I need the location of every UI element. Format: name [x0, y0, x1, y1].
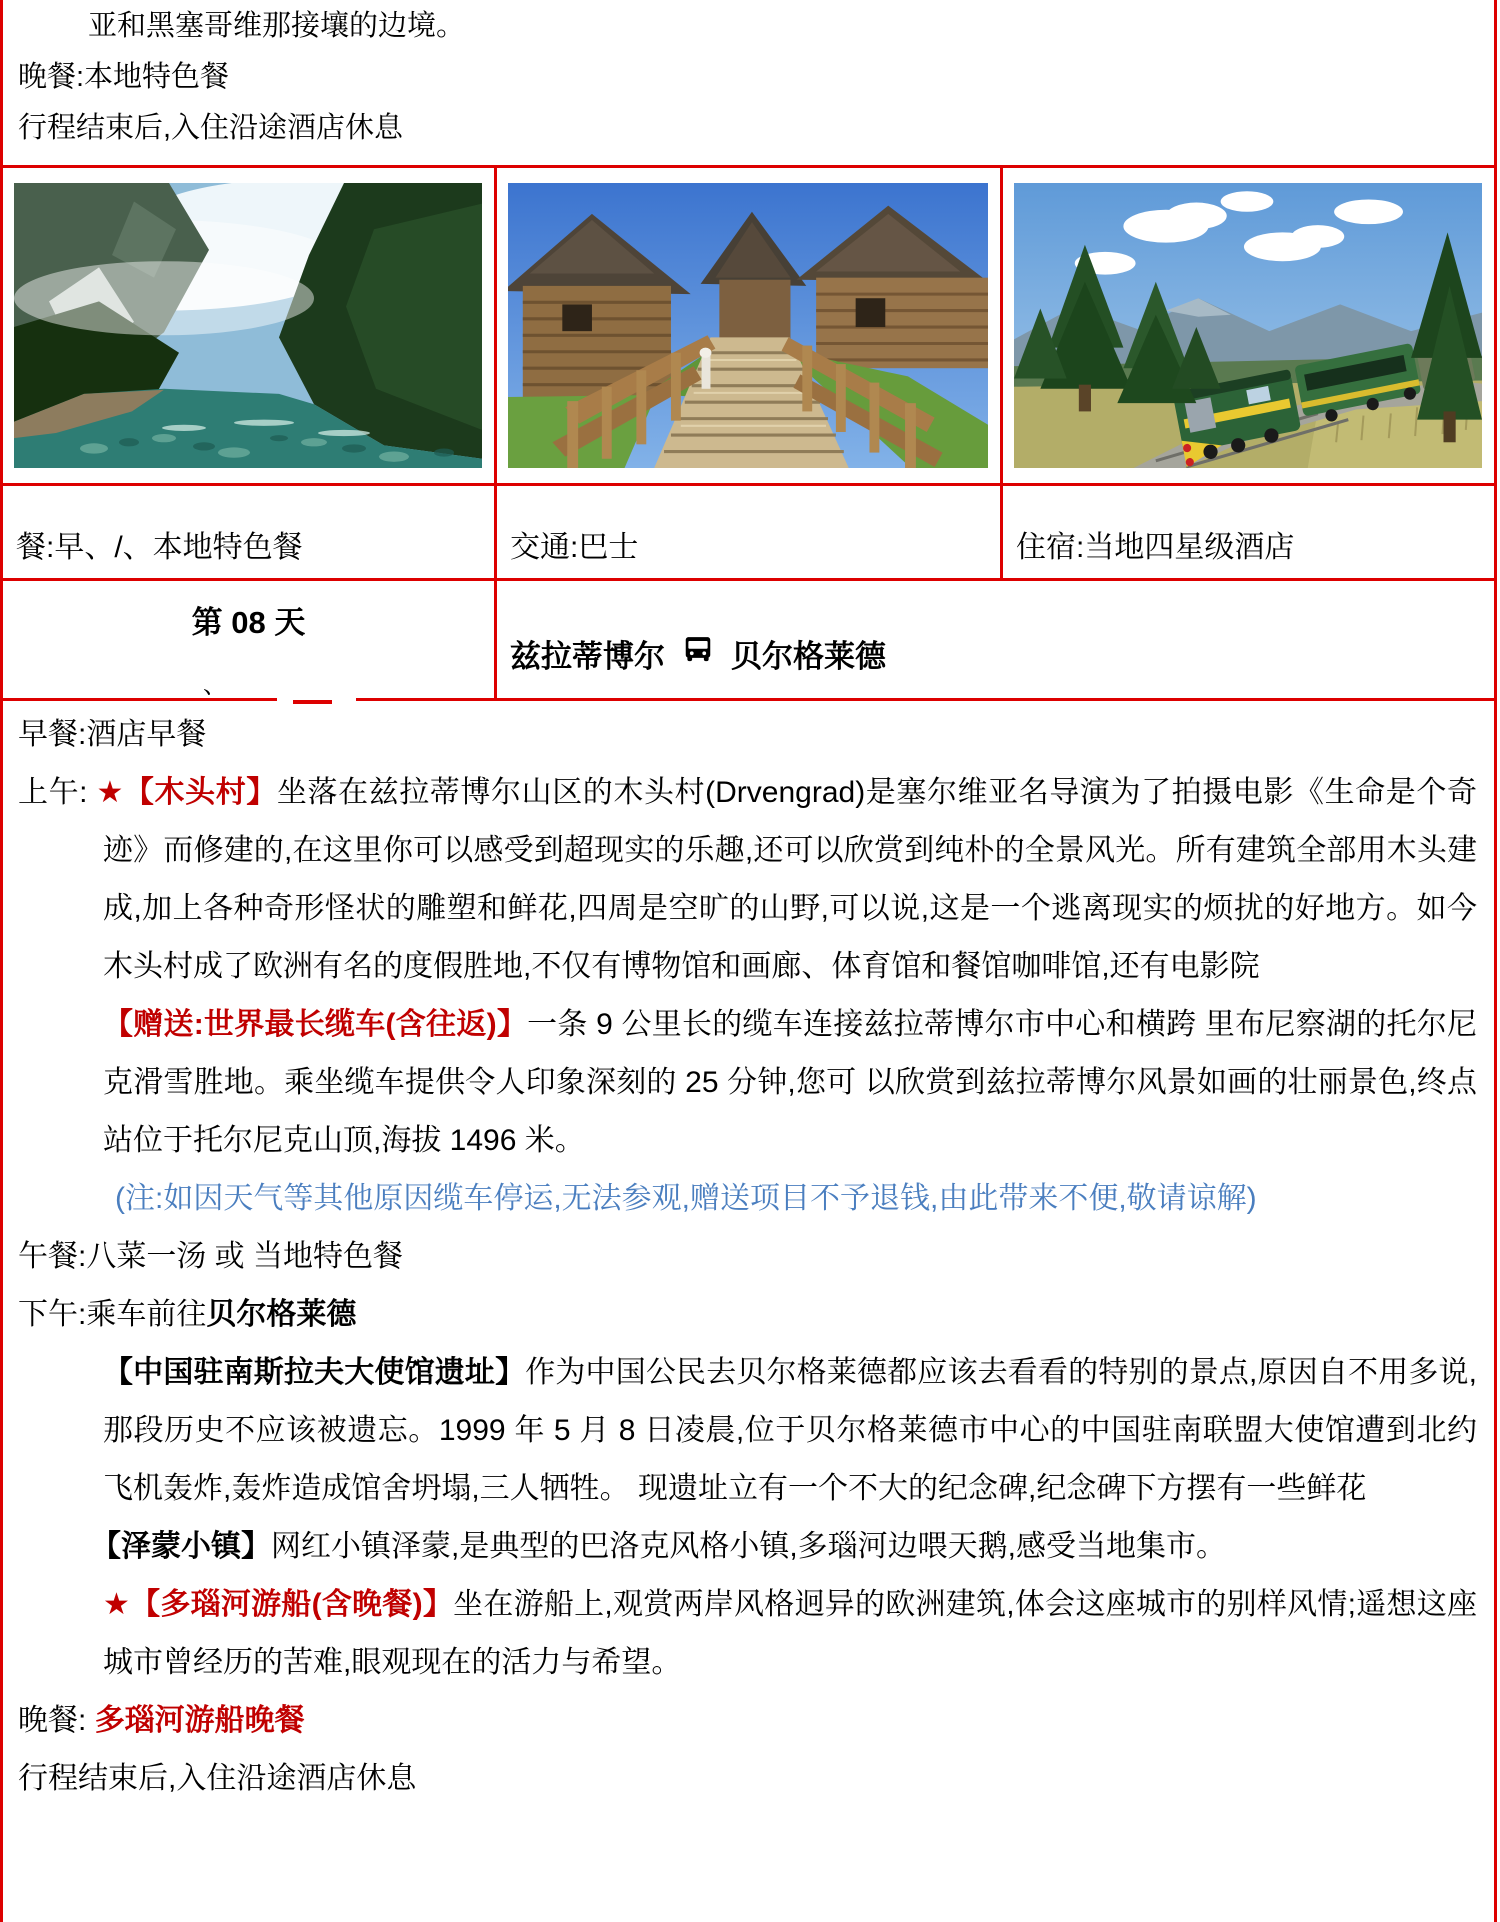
cable-car-note: (注:如因天气等其他原因缆车停运,无法参观,赠送项目不予退钱,由此带来不便,敬请谅解): [115, 1182, 1257, 1215]
hotel-cell: 住宿:当地四星级酒店: [1016, 531, 1295, 564]
day-number-cell: [3, 581, 497, 698]
previous-day-end-line: 行程结束后,入住沿途酒店休息: [18, 112, 404, 144]
previous-day-section: [3, 0, 1494, 168]
bus-icon: [683, 634, 713, 664]
embassy-paragraph: [18, 1344, 1477, 1518]
river-canyon-photo: [14, 183, 482, 468]
afternoon-text: 乘车前往: [86, 1298, 207, 1331]
cable-car-gift-text: 一条 9 公里长的缆车连接兹拉蒂博尔市中心和横跨 里布尼察湖的托尔尼克滑雪胜地。乘坐缆车提供令人印象深刻的 25 分钟,您可 以欣赏到兹拉蒂博尔风景如画的壮丽景色,终点站位于托尔尼克山顶,海拔 1496 米。: [103, 1008, 1477, 1157]
route-from: 兹拉蒂博尔: [510, 639, 665, 674]
day-info-row: [3, 486, 1494, 581]
afternoon-destination: 贝尔格莱德: [206, 1298, 357, 1331]
morning-text: 坐落在兹拉蒂博尔山区的木头村(Drvengrad)是塞尔维亚名导演为了拍摄电影《生命是个奇迹》而修建的,在这里你可以感受到超现实的乐趣,还可以欣赏到纯朴的全景风光。所有建筑全部用木头建成,加上各种奇形怪状的雕塑和鲜花,四周是空旷的山野,可以说,这是一个逃离现实的烦扰的好地方。如今木头村成了欧洲有名的度假胜地,不仅有博物馆和画廊、体育馆和餐馆咖啡馆,还有电影院: [103, 776, 1477, 983]
morning-label: 上午:: [18, 776, 88, 809]
stray-mark: 、: [203, 672, 227, 699]
day-number: 第 08 天: [191, 605, 306, 640]
afternoon-label: 下午:: [18, 1298, 87, 1331]
route-to: 贝尔格莱德: [731, 639, 886, 674]
wooden-village-photo: [508, 183, 988, 468]
day-header-row: [3, 581, 1494, 701]
cruise-highlight: ★【多瑙河游船(含晚餐)】: [103, 1588, 454, 1621]
zemun-text: 网红小镇泽蒙,是典型的巴洛克风格小镇,多瑙河边喂天鹅,感受当地集市。: [271, 1530, 1227, 1563]
cable-car-gift-paragraph: [18, 996, 1477, 1170]
zemun-paragraph: [18, 1518, 1477, 1576]
dinner-label: 晚餐:: [18, 1704, 87, 1737]
transport-cell: 交通:巴士: [497, 486, 1003, 578]
photo-cell-1: [3, 168, 497, 483]
photo-strip: [3, 168, 1494, 486]
embassy-highlight: 【中国驻南斯拉夫大使馆遗址】: [103, 1356, 526, 1389]
itinerary-body: [3, 701, 1494, 1808]
end-of-day-line: 行程结束后,入住沿途酒店休息: [18, 1762, 417, 1795]
previous-day-continued-text: 亚和黑塞哥维那接壤的边境。: [88, 10, 466, 42]
lunch-line: 午餐:八菜一汤 或 当地特色餐: [18, 1240, 404, 1273]
breakfast-line: 早餐:酒店早餐: [18, 718, 207, 751]
route-title-cell: [497, 581, 1494, 698]
photo-cell-3: [1003, 168, 1494, 483]
morning-paragraph: [18, 764, 1477, 996]
cruise-text: 坐在游船上,观赏两岸风格迥异的欧洲建筑,体会这座城市的别样风情;遥想这座城市曾经历的苦难,眼观现在的活力与希望。: [103, 1588, 1477, 1679]
afternoon-paragraph: [18, 1286, 1477, 1344]
dinner-line: [18, 1692, 1477, 1750]
meals-cell: 餐:早、/、本地特色餐: [3, 486, 497, 578]
cruise-paragraph: [18, 1576, 1477, 1692]
photo-cell-2: [497, 168, 1003, 483]
mountain-train-photo: [1014, 183, 1482, 468]
zemun-highlight: 【泽蒙小镇】: [91, 1530, 271, 1563]
previous-day-dinner-line: 晚餐:本地特色餐: [18, 61, 230, 93]
embassy-text: 作为中国公民去贝尔格莱德都应该去看看的特别的景点,原因自不用多说,那段历史不应该被遗忘。1999 年 5 月 8 日凌晨,位于贝尔格莱德市中心的中国驻南联盟大使馆遭到北约飞机轰炸,轰炸造成馆舍坍塌,三人牺牲。 现遗址立有一个不大的纪念碑,纪念碑下方摆有一些鲜花: [103, 1356, 1478, 1505]
cable-car-gift-highlight: 【赠送:世界最长缆车(含往返)】: [103, 1008, 528, 1041]
dinner-highlight: 多瑙河游船晚餐: [94, 1704, 305, 1737]
wooden-village-highlight: ★【木头村】: [96, 776, 277, 809]
border-dash-artifact: [293, 700, 332, 704]
